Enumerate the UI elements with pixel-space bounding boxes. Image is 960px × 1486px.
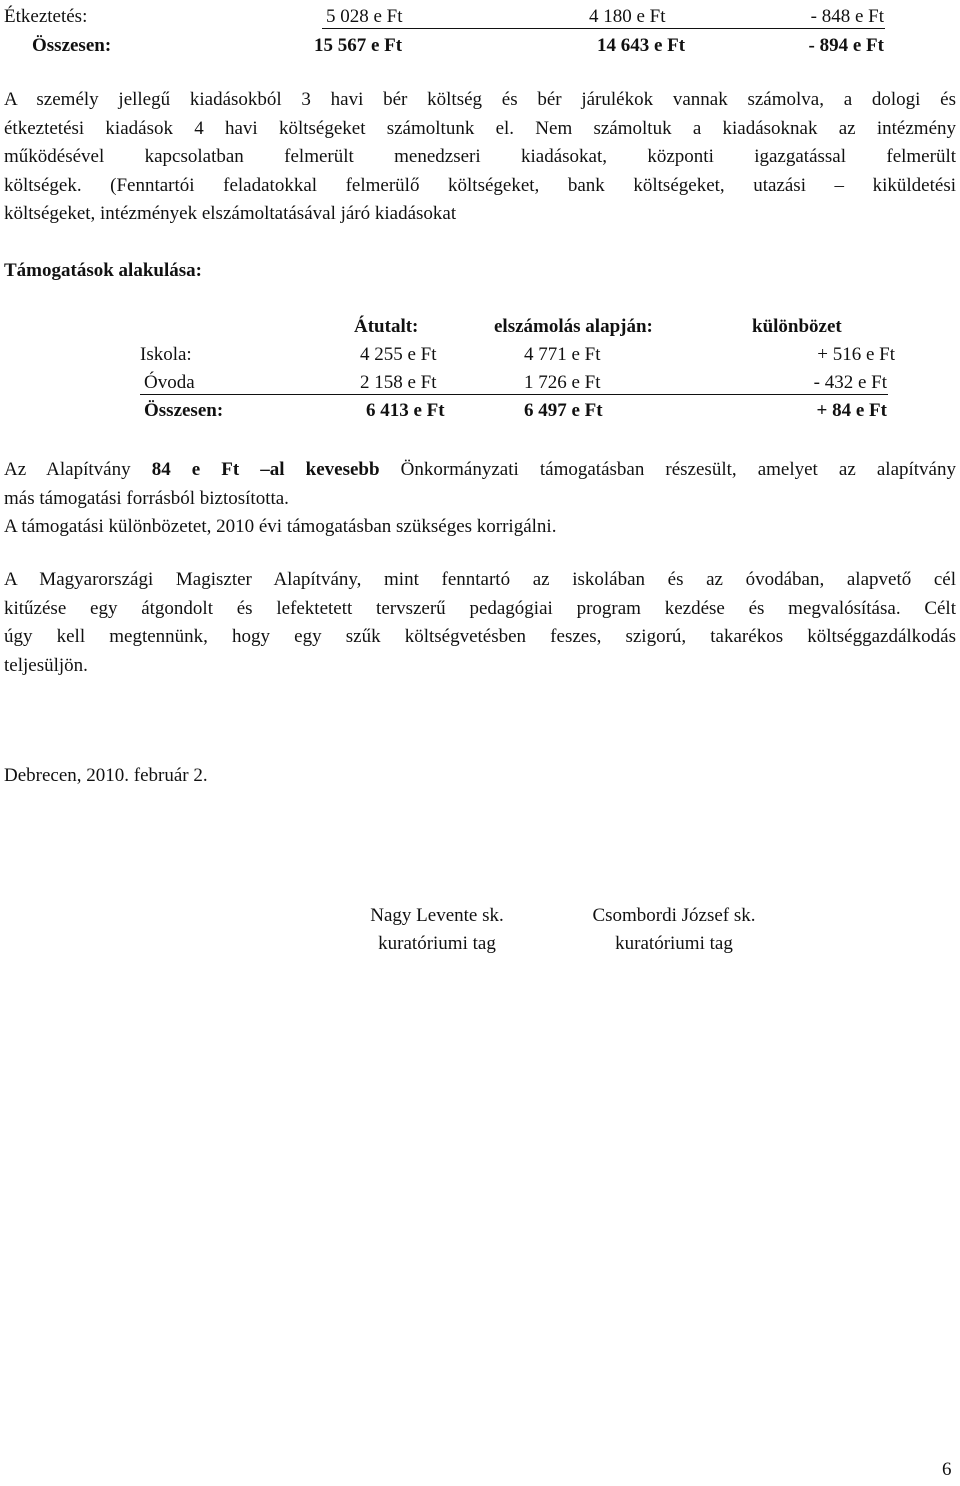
row-label: Óvoda <box>144 372 195 393</box>
paragraph-line: A támogatási különbözetet, 2010 évi támogatásban szükséges korrigálni. <box>4 516 557 538</box>
column-header: elszámolás alapján: <box>494 316 653 337</box>
text-run: Önkormányzati támogatásban részesült, amelyet az alapítvány <box>379 459 956 480</box>
signatory-role: kuratóriumi tag <box>378 933 496 954</box>
row-value: 4 255 e Ft <box>360 344 437 365</box>
row-value: + 516 e Ft <box>817 344 895 365</box>
page-number: 6 <box>942 1459 952 1480</box>
total-value: 14 643 e Ft <box>597 35 686 56</box>
text-run: Az Alapítvány <box>4 459 152 480</box>
total-value: 15 567 e Ft <box>314 35 403 56</box>
total-label: Összesen: <box>144 400 224 421</box>
support-heading: Támogatások alakulása: <box>4 260 202 281</box>
paragraph-line: költségeket, intézmények elszámoltatásával járó kiadásokat <box>4 203 457 225</box>
row-value: 5 028 e Ft <box>326 6 403 27</box>
row-value: 4 180 e Ft <box>589 6 666 27</box>
paragraph-line: úgy kell megtennünk, hogy egy szűk költségvetésben feszes, szigorú, takarékos költséggazdálkodás <box>4 626 956 648</box>
total-value: - 894 e Ft <box>808 35 884 56</box>
row-label: Iskola: <box>140 344 192 365</box>
total-value: + 84 e Ft <box>816 400 887 421</box>
signatory-name: Csombordi József sk. <box>592 905 756 926</box>
signatory-role: kuratóriumi tag <box>615 933 733 954</box>
paragraph-line: működésével kapcsolatban felmerült menedzseri kiadásokat, központi igazgatással felmerült <box>4 146 956 168</box>
total-value: 6 413 e Ft <box>366 400 445 421</box>
paragraph-line: teljesüljön. <box>4 654 88 676</box>
column-header: Átutalt: <box>354 316 419 337</box>
paragraph-line: kitűzése egy átgondolt és lefektetett tervszerű pedagógiai program kezdése és megvalósítása. Célt <box>4 597 956 619</box>
paragraph-line: A személy jellegű kiadásokból 3 havi bér költség és bér járulékok vannak számolva, a dologi és <box>4 89 956 110</box>
paragraph-line: más támogatási forrásból biztosította. <box>4 487 289 509</box>
row-value: 4 771 e Ft <box>524 344 601 365</box>
total-value: 6 497 e Ft <box>524 400 603 421</box>
underline-divider <box>322 28 885 29</box>
emphasis-text: 84 e Ft –al kevesebb <box>151 459 380 480</box>
paragraph-line: A Magyarországi Magiszter Alapítvány, mint fenntartó az iskolában és az óvodában, alapvető cél <box>4 569 956 590</box>
signatory-name: Nagy Levente sk. <box>370 905 504 926</box>
mission-paragraph <box>4 566 956 680</box>
underline-divider <box>140 394 888 395</box>
row-value: - 432 e Ft <box>813 372 887 393</box>
expense-paragraph <box>4 86 956 229</box>
column-header: különbözet <box>752 316 842 337</box>
row-value: 1 726 e Ft <box>524 372 601 393</box>
row-value: - 848 e Ft <box>810 6 884 27</box>
paragraph-line <box>4 456 956 485</box>
support-paragraph <box>4 456 956 542</box>
paragraph-line: étkeztetési kiadások 4 havi költségeket számoltunk el. Nem számoltuk a kiadásoknak az intézmény <box>4 117 956 139</box>
total-label: Összesen: <box>32 35 112 56</box>
row-value: 2 158 e Ft <box>360 372 437 393</box>
paragraph-line: költségek. (Fenntartói feladatokkal felmerülő költségeket, bank költségeket, utazási – kiküldetési <box>4 174 956 196</box>
place-date: Debrecen, 2010. február 2. <box>4 765 208 786</box>
row-label: Étkeztetés: <box>4 6 88 27</box>
